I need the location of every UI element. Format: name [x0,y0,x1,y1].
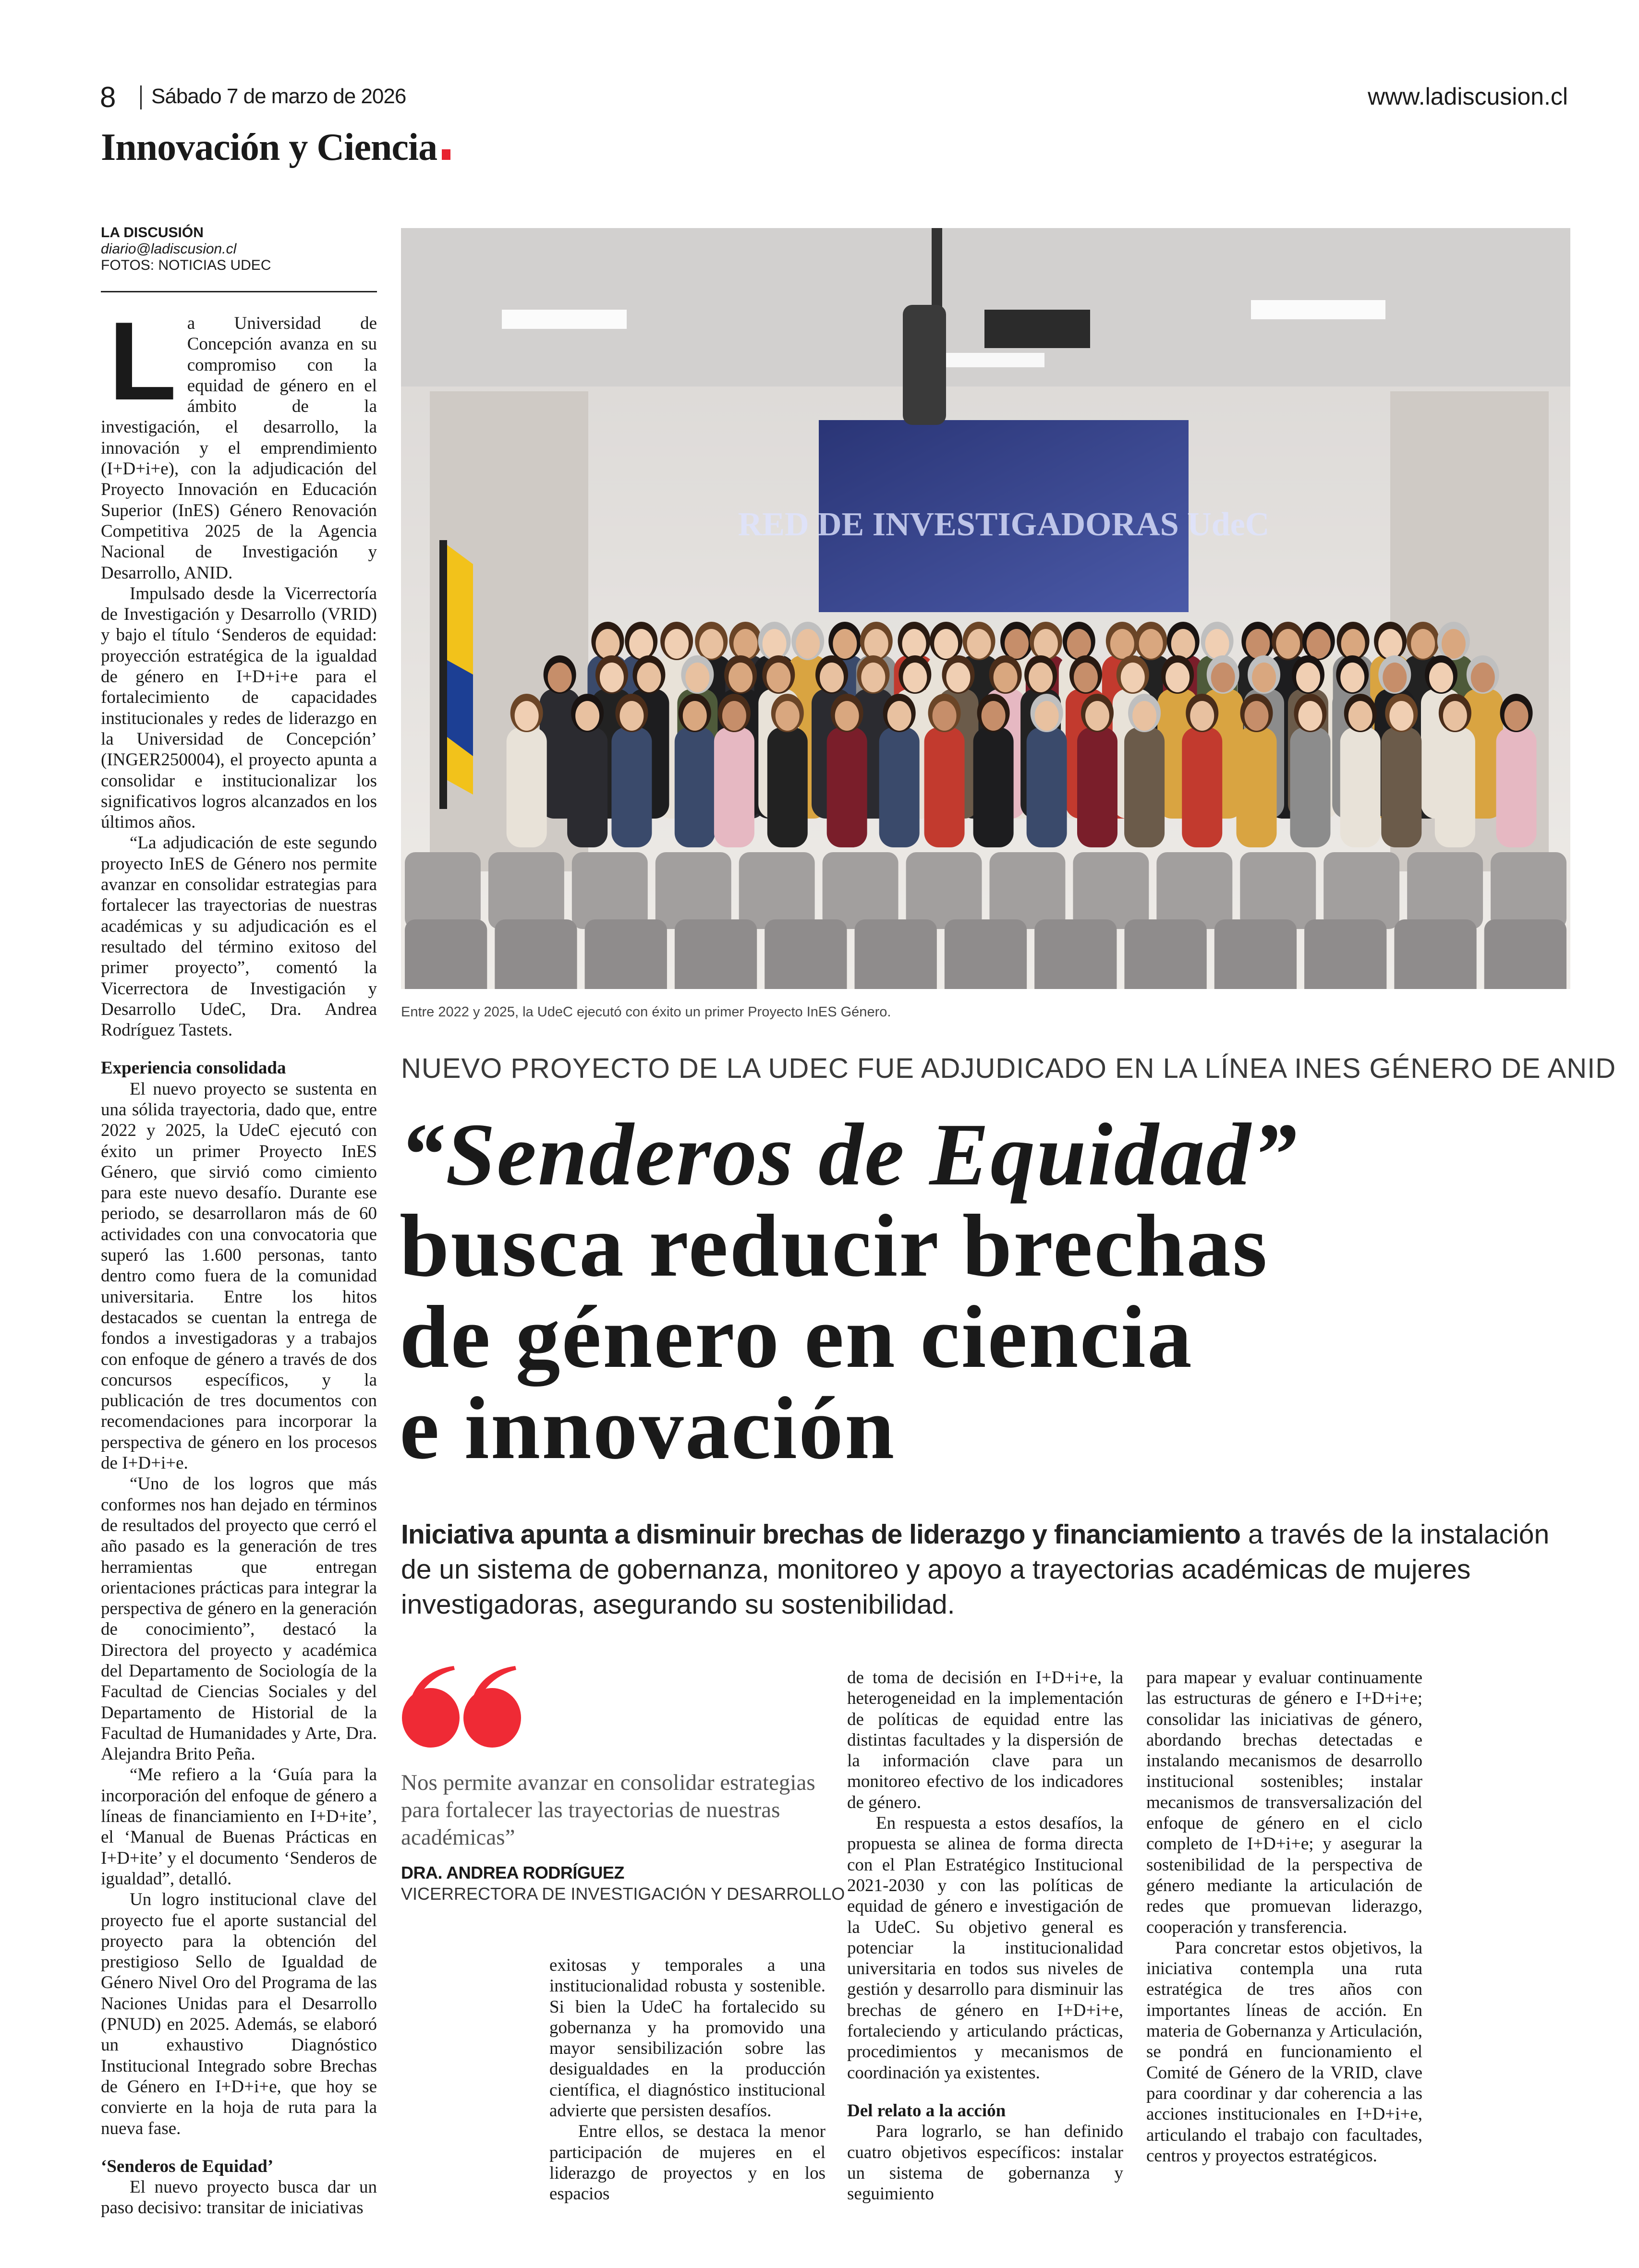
person-head [1383,663,1407,692]
header-divider [140,85,142,109]
seat [1407,852,1483,929]
headline [400,1105,1576,1478]
seat [488,852,564,929]
person-head [600,663,624,692]
headline-line: de género en ciencia [400,1288,1193,1387]
byline-rule [101,291,377,292]
person-body [879,727,920,847]
seat [656,852,731,929]
pull-quote-name: DRA. ANDREA RODRÍGUEZ [401,1863,624,1882]
deck-bold: Iniciativa apunta a disminuir brechas de liderazgo y financiamiento [401,1519,1240,1550]
person-head [1205,629,1229,659]
paragraph: exitosas y temporales a una institucionalidad robusta y sostenible. Si bien la UdeC ha fortalecido su gobernanza y ha promovido una mayor sensibilización sobre las desigualdades en la producción científica, el diagnóstico institucional advierte que persisten desafíos. [549,1955,826,2121]
person-head [699,629,723,659]
person-head [1471,663,1495,692]
person-head [1429,663,1453,692]
kicker: NUEVO PROYECTO DE LA UDEC FUE ADJUDICADO EN LA LÍNEA INES GÉNERO DE ANID [401,1053,1616,1084]
deck [401,1517,1573,1622]
person-head [1252,663,1276,692]
body-column-3 [847,1667,1123,2204]
byline-email[interactable]: diario@ladiscusion.cl [101,241,237,257]
seat [906,852,982,929]
seat [823,852,898,929]
person-head [820,663,844,692]
person-head [776,701,800,731]
subheading: ‘Senderos de Equidad’ [101,2156,274,2176]
seat [855,919,937,989]
body-column-4 [1146,1667,1422,2166]
seat [585,919,667,989]
person-body [1381,727,1421,847]
seat [1240,852,1316,929]
person-head [763,629,787,659]
person-head [1246,629,1270,659]
person-head [1034,629,1058,659]
person-head [1505,701,1529,731]
deck-text: a través de la instalación de un sistema de gobernanza, monitoreo y apoyo a trayectorias académicas de mujeres investigadoras, asegurando su sostenibilidad. [401,1519,1550,1620]
person-head [1005,629,1029,659]
paragraph: Un logro institucional clave del proyecto fue el aporte sustancial del proyecto para la obtención del prestigioso Sello de Igualdad de Género Nivel Oro del Programa de las Naciones Unidas para el Desarrollo (PNUD) en 2025. Además, se elaboró un exhaustivo Diagnóstico Institucional Integrado sobre Brechas de Género en I+D+i+e, que hoy se convierte en la hoja de ruta para la nueva fase. [101,1890,377,2138]
person-head [733,629,757,659]
person-head [1442,629,1466,659]
seat [739,852,815,929]
seat [1124,919,1206,989]
person-head [685,663,709,692]
paragraph: Impulsado desde la Vicerrectoría de Investigación y Desarrollo (VRID) y bajo el título ‘Senderos de equidad: proyección estratégica de la igualdad de género en I+D+i+e para el fortalecimiento de capacidades institucionales y redes de liderazgo en la Universidad de Concepción’ (INGER250004), el proyecto apunta a consolidar e institucionalizar los significativos logros alcanzados en los últimos años. [101,583,377,832]
person-head [1085,701,1109,731]
person-body [827,727,867,847]
person-head [722,701,746,731]
person-body [714,727,754,847]
page-number: 8 [100,81,116,113]
seat [1034,919,1117,989]
person-head [933,701,957,731]
seat [1304,919,1386,989]
body-column-1 [101,299,377,2219]
section-accent-dot [442,149,450,160]
ceiling-light [502,310,627,329]
seat [495,919,577,989]
subheading: Del relato a la acción [847,2100,1006,2121]
person-head [1348,701,1372,731]
seat [1323,852,1399,929]
seat [572,852,648,929]
issue-date: Sábado 7 de marzo de 2026 [151,84,406,108]
section-title-text: Innovación y Ciencia [101,126,437,169]
paragraph: Para concretar estos objetivos, la iniciativa contempla una ruta estratégica de tres años con importantes líneas de acción. En materia de Gobernanza y Articulación, se pondrá en funcionamiento el Comité de Género de la VRID, clave para coordinar y dar coherencia a las acciones institucionales en I+D+i+e, articulando el trabajo con facultades, centros y proyectos estratégicos. [1146,1938,1422,2166]
person-head [683,701,707,731]
seat [765,919,847,989]
paragraph: “Me refiero a la ‘Guía para la incorporación del enfoque de género a líneas de financiamiento en I+D+ite’, el ‘Manual de Buenas Prácticas en I+D+ite’ y el documento ‘Senderos de igualdad”, detalló. [101,1765,377,1889]
person-head [887,701,911,731]
person-head [1443,701,1467,731]
person-head [1389,701,1413,731]
person-head [1298,701,1322,731]
person-head [861,663,885,692]
person-body [973,727,1014,847]
person-head [1132,701,1156,731]
pull-quote-role: VICERRECTORA DE INVESTIGACIÓN Y DESARROLLO [401,1884,845,1904]
projector [984,310,1090,348]
seat [405,852,481,929]
person-head [1411,629,1435,659]
person-head [902,629,926,659]
person-head [515,701,539,731]
person-body [1496,727,1537,847]
ceiling-light [1251,300,1385,319]
person-head [946,663,970,692]
paragraph: “Uno de los logros que más conformes nos han dejado en términos de resultados del proyecto que cerró el año pasado es la generación de tres herramientas que entregan orientaciones prácticas para integrar la perspectiva de género en la generación de conocimiento”, destacó la Directora del proyecto y académica del Departamento de Sociología de la Facultad de Ciencias Sociales y del Departamento de Historial de la Facultad de Humanidades y Arte, Dra. Alejandra Brito Peña. [101,1474,377,1764]
screen-text: RED DE INVESTIGADORAS UdeC [738,506,1270,543]
person-body [1027,727,1067,847]
headline-line: busca reducir brechas [400,1196,1269,1295]
seat [1073,852,1149,929]
person-head [1190,701,1214,731]
seat [990,852,1066,929]
quote-mark-icon [401,1666,526,1750]
person-head [665,629,689,659]
seat [945,919,1027,989]
person-head [728,663,753,692]
seat [1484,919,1566,989]
person-body [1340,727,1381,847]
person-head [575,701,599,731]
pull-quote-text: Nos permite avanzar en consolidar estrategias para fortalecer las trayectorias de nuestras académicas” [401,1770,815,1850]
paragraph [101,299,377,583]
person-body [567,727,607,847]
person-head [1340,663,1364,692]
paragraph: “La adjudicación de este segundo proyecto InES de Género nos permite avanzar en consolidar estrategias para fortalecer las trayectorias de nuestras académicas y su adjudicación es el resultado del término exitoso del primer proyecto”, comentó la Vicerrectora de Investigación y Desarrollo UdeC, Dra. Andrea Rodríguez Tastets. [101,833,377,1040]
person-head [1166,663,1190,692]
byline-photos-credit: FOTOS: NOTICIAS UDEC [101,257,271,273]
person-head [1341,629,1365,659]
person-body [1124,727,1165,847]
seat [1214,919,1297,989]
person-head [1121,663,1145,692]
person-head [1211,663,1235,692]
ceiling-camera [903,305,946,425]
person-head [619,701,643,731]
person-head [1276,629,1300,659]
paragraph: En respuesta a estos desafíos, la propuesta se alinea de forma directa con el Plan Estratégico Institucional 2021-2030 y con las políticas de equidad de género e investigación de la UdeC. Su objetivo general es potenciar la institucionalidad universitaria en todos sus niveles de gestión y desarrollo para disminuir las brechas de género en I+D+i+e, fortaleciendo y articulando prácticas, procedimientos y mecanismos de coordinación ya existentes. [847,1813,1123,2083]
person-body [1435,727,1475,847]
person-head [835,701,859,731]
person-head [637,663,661,692]
person-head [1029,663,1053,692]
headline-line: “Senderos de Equidad” [400,1105,1299,1204]
drop-cap: L [109,299,177,423]
byline [101,225,377,274]
person-head [864,629,888,659]
person-body [767,727,808,847]
seat [405,919,487,989]
person-head [967,629,991,659]
person-body [1077,727,1117,847]
person-head [903,663,927,692]
person-head [629,629,653,659]
seat [1491,852,1566,929]
section-title [101,126,450,169]
person-head [833,629,857,659]
paragraph: Para lograrlo, se han definido cuatro objetivos específicos: instalar un sistema de gobernanza y seguimiento [847,2122,1123,2204]
seat [1156,852,1232,929]
byline-org: LA DISCUSIÓN [101,225,204,241]
paragraph: El nuevo proyecto busca dar un paso decisivo: transitar de iniciativas [101,2177,377,2218]
person-body [924,727,965,847]
group-photo-scene [401,228,1570,989]
person-body [1290,727,1330,847]
photo-caption: Entre 2022 y 2025, la UdeC ejecutó con éxito un primer Proyecto InES Género. [401,1004,891,1020]
person-head [1307,629,1331,659]
person-head [994,663,1018,692]
person-body [507,727,547,847]
paragraph: de toma de decisión en I+D+i+e, la heterogeneidad en la implementación de políticas de equidad entre las distintas facultades y la dispersión de la información clave para un monitoreo efectivo de los indicadores de género. [847,1668,1123,1812]
person-head [595,629,619,659]
lead-text: a Universidad de Concepción avanza en su compromiso con la equidad de género en el ámbito de la investigación, el desarrollo, la innovación y el emprendimiento (I+D+i+e), con la adjudicación del Proyecto Innovación en Educación Superior (InES) Género Renovación Competitiva 2025 de la Agencia Nacional de Investigación y Desarrollo, ANID. [101,314,377,583]
person-head [1074,663,1098,692]
person-head [1245,701,1269,731]
person-head [1035,701,1059,731]
seat [675,919,757,989]
subheading: Experiencia consolidada [101,1058,286,1078]
person-head [1067,629,1091,659]
person-head [766,663,790,692]
person-head [1110,629,1134,659]
site-url[interactable]: www.ladiscusion.cl [1368,83,1568,110]
seat [1394,919,1476,989]
person-head [1296,663,1320,692]
paragraph: para mapear y evaluar continuamente las estructuras de género e I+D+i+e; consolidar las iniciativas de género, abordando brechas detectadas e instalando mecanismos de desarrollo institucional sostenibles; instalar mecanismos de transversalización del enfoque de género en el ciclo completo de I+D+i+e; y asegurar la sostenibilidad de la perspectiva de género mediante la articulación de redes que promuevan liderazgo, cooperación y transferencia. [1146,1668,1422,1937]
person-head [1378,629,1402,659]
person-body [1237,727,1277,847]
headline-line: e innovación [400,1379,896,1478]
person-head [548,663,572,692]
person-head [1171,629,1195,659]
person-body [611,727,652,847]
person-head [796,629,820,659]
person-head [934,629,958,659]
paragraph: Entre ellos, se destaca la menor participación de mujeres en el liderazgo de proyectos y en los espacios [549,2122,826,2204]
person-body [675,727,715,847]
article-photo [401,228,1570,989]
body-column-2 [549,1955,826,2205]
person-body [1182,727,1222,847]
person-head [982,701,1006,731]
person-head [1139,629,1163,659]
paragraph: El nuevo proyecto se sustenta en una sólida trayectoria, dado que, entre 2022 y 2025, la UdeC ejecutó con éxito un primer Proyecto InES Género, que sirvió como cimiento para este nuevo desafío. Durante ese periodo, se desarrollaron más de 60 actividades con una convocatoria que superó las 1.600 personas, tanto dentro como fuera de la comunidad universitaria. Entre los hitos destacados se cuentan la entrega de fondos a investigadoras y a trabajos con enfoque de género a través de dos concursos específicos, y la publicación de tres documentos con recomendaciones para incorporar la perspectiva de género en los procesos de I+D+i+e. [101,1079,377,1473]
